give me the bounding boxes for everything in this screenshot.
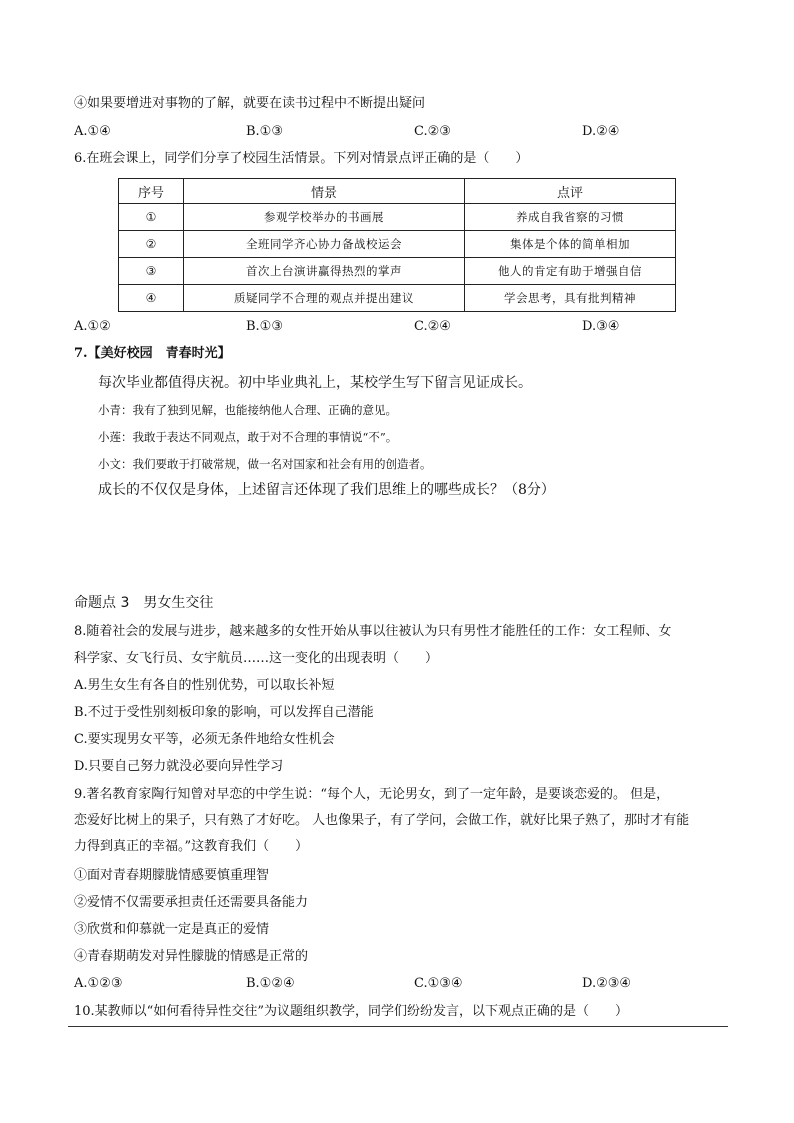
q6-row-scene: 首次上台演讲赢得热烈的掌声 [184, 258, 465, 285]
q6-row-scene: 参观学校举办的书画展 [184, 204, 465, 231]
table-row [119, 258, 676, 285]
q6-row-number: ② [119, 231, 184, 258]
q7-title: 7.【美好校园 青春时光】 [74, 346, 231, 361]
q6-stem: 6.在班会课上，同学们分享了校园生活情景。下列对情景点评正确的是（ ） [74, 151, 529, 166]
q7-note-xiaoqing: 小青：我有了独到见解，也能接纳他人合理、正确的意见。 [98, 403, 397, 417]
q7-question: 成长的不仅仅是身体，上述留言还体现了我们思维上的哪些成长？（8分） [98, 482, 555, 498]
q6-option-b[interactable]: B.①③ [246, 319, 283, 334]
q6-option-a[interactable]: A.①② [74, 319, 111, 334]
q9-option-c[interactable]: C.①③④ [414, 976, 463, 991]
q5-option-d[interactable]: D.②④ [582, 124, 620, 139]
q7-intro: 每次毕业都值得庆祝。初中毕业典礼上，某校学生写下留言见证成长。 [98, 375, 532, 391]
q5-options [74, 123, 674, 141]
q9-item-1: ①面对青春期朦胧情感要慎重理智 [74, 868, 270, 883]
q6-header-number: 序号 [119, 179, 184, 204]
q6-row-comment: 他人的肯定有助于增强自信 [465, 258, 676, 285]
q9-item-3: ③欣赏和仰慕就一定是真正的爱情 [74, 922, 270, 937]
q6-row-comment: 集体是个体的简单相加 [465, 231, 676, 258]
q6-row-comment: 学会思考，具有批判精神 [465, 285, 676, 312]
q6-row-scene: 全班同学齐心协力备战校运会 [184, 231, 465, 258]
q10-stem: 10.某教师以“如何看待异性交往”为议题组织教学，同学们纷纷发言，以下观点正确的是（ ） [74, 1004, 628, 1019]
q6-row-comment: 养成自我省察的习惯 [465, 204, 676, 231]
q7-note-xiaolian: 小莲：我敢于表达不同观点，敢于对不合理的事情说“不”。 [98, 430, 398, 444]
section-heading: 命题点 3 男女生交往 [74, 595, 214, 611]
q6-row-number: ① [119, 204, 184, 231]
footer-divider [68, 1026, 728, 1027]
q5-option-c[interactable]: C.②③ [414, 124, 451, 139]
q6-row-number: ③ [119, 258, 184, 285]
q5-option-a[interactable]: A.①④ [74, 124, 111, 139]
q8-stem-line-1: 8.随着社会的发展与进步，越来越多的女性开始从事以往被认为只有男性才能胜任的工作：女工程师、女 [74, 624, 672, 639]
q9-option-b[interactable]: B.①②④ [246, 976, 295, 991]
q6-table-header [119, 179, 676, 204]
q6-header-comment: 点评 [465, 179, 676, 204]
table-row [119, 285, 676, 312]
q9-option-a[interactable]: A.①②③ [74, 976, 123, 991]
q9-options [74, 975, 674, 993]
q6-option-c[interactable]: C.②④ [414, 319, 451, 334]
table-row [119, 231, 676, 258]
q8-option-a[interactable]: A.男生女生有各自的性别优势，可以取长补短 [74, 678, 335, 693]
q5-item-4: ④如果要增进对事物的了解，就要在读书过程中不断提出疑问 [74, 96, 426, 111]
q8-option-d[interactable]: D.只要自己努力就没必要向异性学习 [74, 759, 284, 774]
q6-row-number: ④ [119, 285, 184, 312]
q8-stem-line-2: 科学家、女飞行员、女宇航员……这一变化的出现表明（ ） [74, 651, 439, 666]
q9-item-2: ②爱情不仅需要承担责任还需要具备能力 [74, 895, 309, 910]
q9-item-4: ④青春期萌发对异性朦胧的情感是正常的 [74, 949, 309, 964]
q8-option-c[interactable]: C.要实现男女平等，必须无条件地给女性机会 [74, 732, 335, 747]
q6-options [74, 318, 674, 336]
table-row [119, 204, 676, 231]
q6-table [118, 178, 676, 312]
q9-stem-line-2: 恋爱好比树上的果子，只有熟了才好吃。 人也像果子，有了学问，会做工作，就好比果子熟了，那时才有能 [74, 813, 690, 828]
q9-option-d[interactable]: D.②③④ [582, 976, 632, 991]
q5-option-b[interactable]: B.①③ [246, 124, 283, 139]
q8-option-b[interactable]: B.不过于受性别刻板印象的影响，可以发挥自己潜能 [74, 705, 374, 720]
q6-row-scene: 质疑同学不合理的观点并提出建议 [184, 285, 465, 312]
q6-header-scene: 情景 [184, 179, 465, 204]
q9-stem-line-1: 9.著名教育家陶行知曾对早恋的中学生说：“每个人，无论男女，到了一定年龄，是要谈恋爱的。 但是， [74, 787, 670, 802]
q9-stem-line-3: 力得到真正的幸福。”这教育我们（ ） [74, 839, 309, 854]
q6-option-d[interactable]: D.③④ [582, 319, 620, 334]
q7-note-xiaowen: 小文：我们要敢于打破常规，做一名对国家和社会有用的创造者。 [98, 457, 432, 471]
